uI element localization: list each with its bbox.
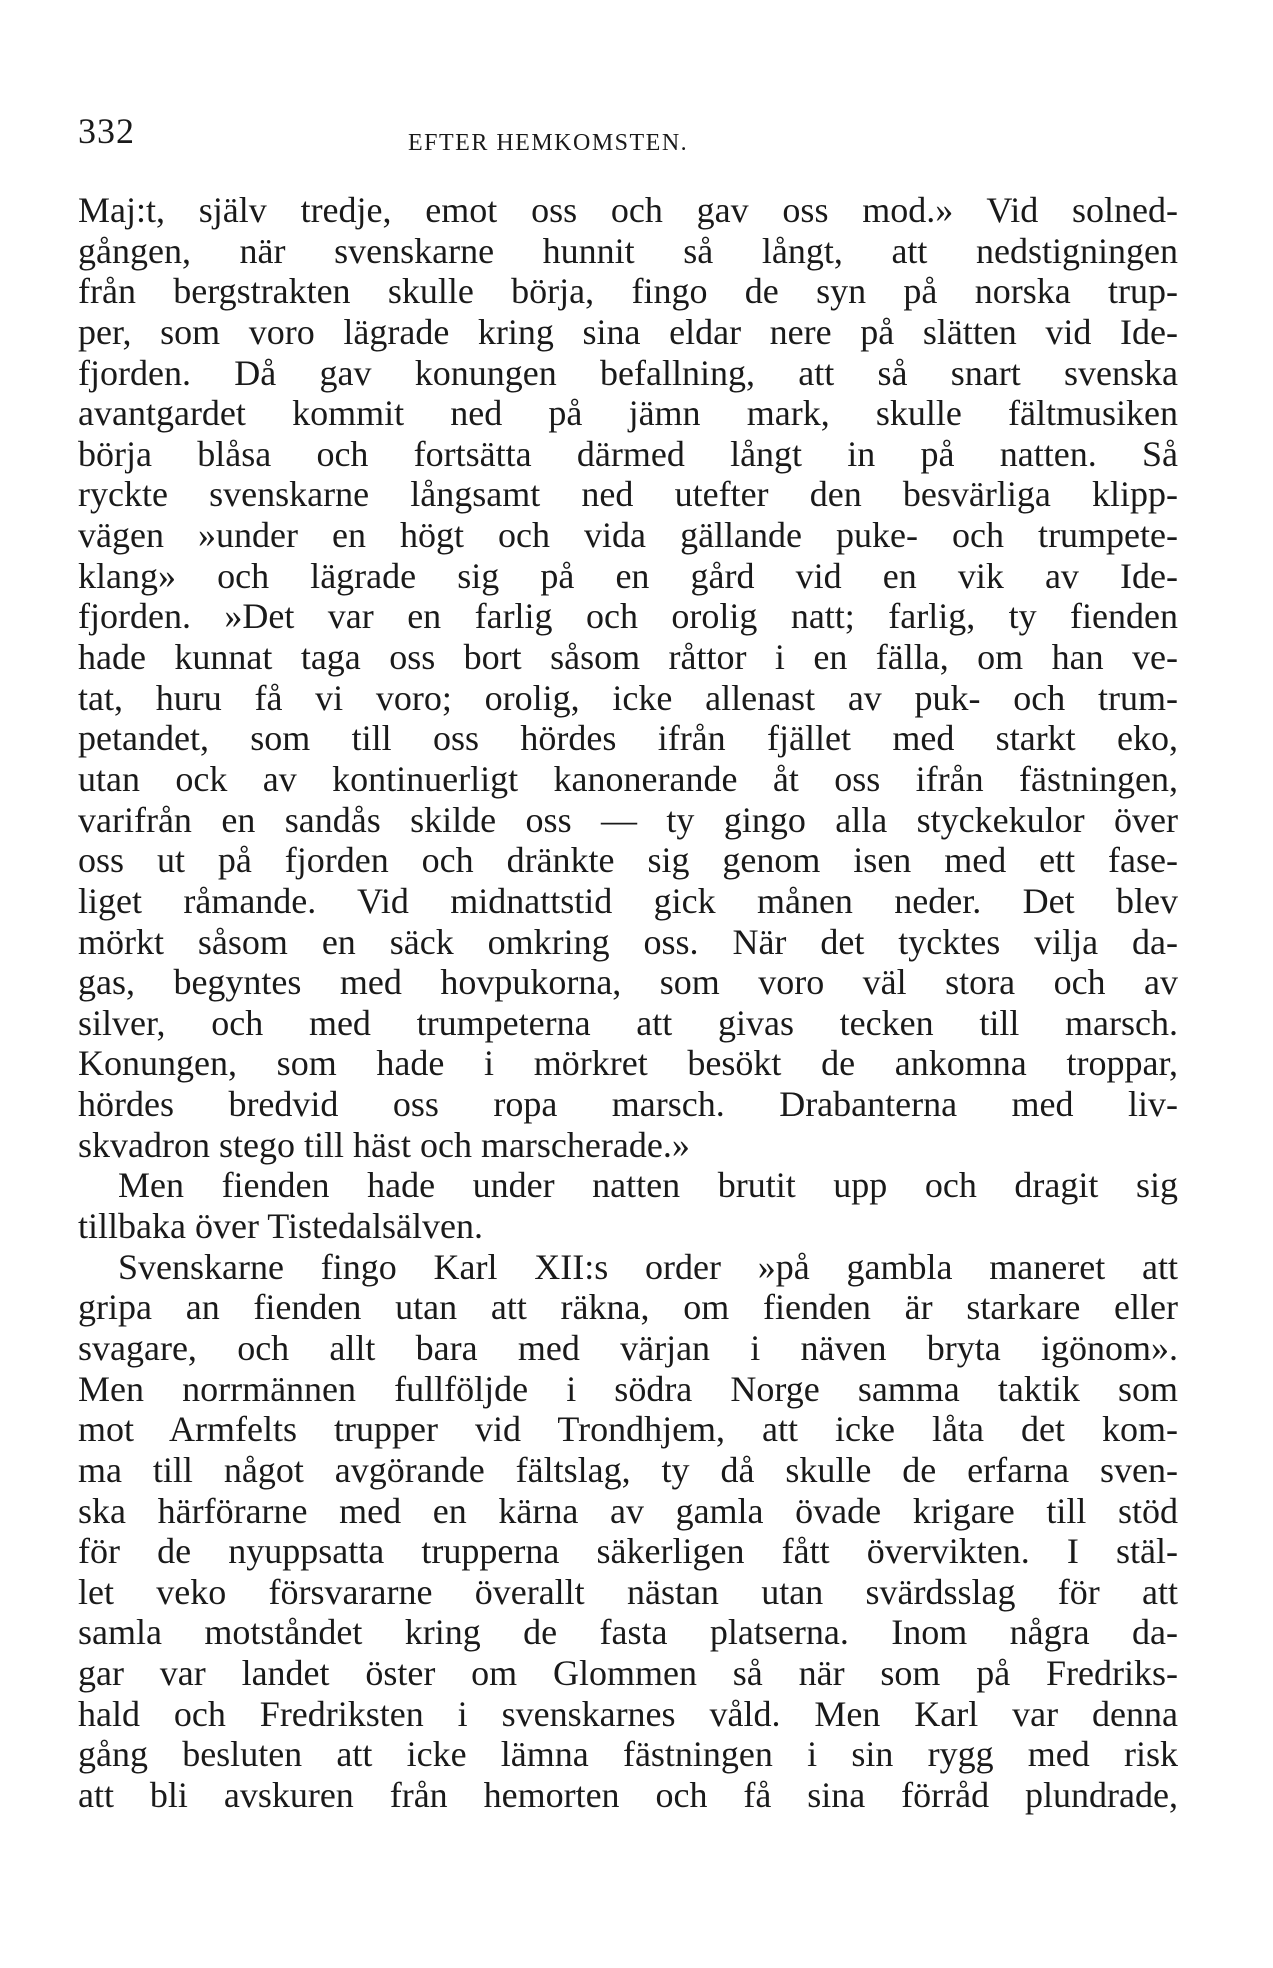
text-line: fjorden. Då gav konungen befallning, att så snart svenska (78, 352, 1178, 393)
text-line: svagare, och allt bara med värjan i näven bryta igönom». (78, 1327, 1178, 1368)
text-line: ska härförarne med en kärna av gamla övade krigare till stöd (78, 1490, 1178, 1531)
text-line: tillbaka över Tistedalsälven. (78, 1206, 483, 1247)
text-line: börja blåsa och fortsätta därmed långt in på natten. Så (78, 433, 1178, 474)
text-line: varifrån en sandås skilde oss — ty gingo alla styckekulor över (78, 799, 1178, 840)
text-line: för de nyuppsatta trupperna säkerligen fått övervikten. I stäl- (78, 1531, 1178, 1572)
text-line: från bergstrakten skulle börja, fingo de syn på norska trup- (78, 271, 1178, 312)
text-line: silver, och med trumpeterna att givas tecken till marsch. (78, 1002, 1178, 1043)
text-line: utan ock av kontinuerligt kanonerande åt oss ifrån fästningen, (78, 758, 1178, 799)
text-line: ryckte svenskarne långsamt ned utefter den besvärliga klipp- (78, 474, 1178, 515)
text-line: hade kunnat taga oss bort såsom råttor i en fälla, om han ve- (78, 637, 1178, 678)
text-line: fjorden. »Det var en farlig och orolig natt; farlig, ty fienden (78, 596, 1178, 637)
text-line: Svenskarne fingo Karl XII:s order »på gambla maneret att (118, 1246, 1178, 1287)
text-line: gar var landet öster om Glommen så när som på Fredriks- (78, 1653, 1178, 1694)
page-number: 332 (78, 111, 135, 151)
text-line: samla motståndet kring de fasta platserna. Inom några da- (78, 1612, 1178, 1653)
text-line: petandet, som till oss hördes ifrån fjället med starkt eko, (78, 718, 1178, 759)
text-line: ma till något avgörande fältslag, ty då skulle de erfarna sven- (78, 1449, 1178, 1490)
text-line: Maj:t, själv tredje, emot oss och gav oss mod.» Vid solned- (78, 190, 1178, 230)
text-line: hald och Fredriksten i svenskarnes våld. Men Karl var denna (78, 1693, 1178, 1734)
text-line: hördes bredvid oss ropa marsch. Drabanterna med liv- (78, 1084, 1178, 1125)
text-line: gripa an fienden utan att räkna, om fienden är starkare eller (78, 1287, 1178, 1328)
text-line: gas, begyntes med hovpukorna, som voro väl stora och av (78, 962, 1178, 1003)
body-text (78, 190, 1178, 1816)
text-line: att bli avskuren från hemorten och få sina förråd plundrade, (78, 1774, 1178, 1815)
text-line: Konungen, som hade i mörkret besökt de ankomna troppar, (78, 1043, 1178, 1084)
running-head: EFTER HEMKOMSTEN. (408, 130, 689, 156)
text-line: tat, huru få vi voro; orolig, icke allenast av puk- och trum- (78, 677, 1178, 718)
text-line: klang» och lägrade sig på en gård vid en vik av Ide- (78, 555, 1178, 596)
text-line: avantgardet kommit ned på jämn mark, skulle fältmusiken (78, 393, 1178, 434)
text-line: oss ut på fjorden och dränkte sig genom isen med ett fase- (78, 840, 1178, 881)
text-line: let veko försvararne överallt nästan utan svärdsslag för att (78, 1571, 1178, 1612)
text-line: skvadron stego till häst och marscherade.» (78, 1124, 690, 1165)
page-header (78, 110, 1188, 154)
text-line: gången, när svenskarne hunnit så långt, att nedstigningen (78, 230, 1178, 271)
text-line: Men norrmännen fullföljde i södra Norge samma taktik som (78, 1368, 1178, 1409)
text-line: gång besluten att icke lämna fästningen i sin rygg med risk (78, 1734, 1178, 1775)
text-line: Men fienden hade under natten brutit upp och dragit sig (118, 1165, 1178, 1206)
text-line: liget råmande. Vid midnattstid gick månen neder. Det blev (78, 880, 1178, 921)
text-line: mot Armfelts trupper vid Trondhjem, att icke låta det kom- (78, 1409, 1178, 1450)
text-line: mörkt såsom en säck omkring oss. När det tycktes vilja da- (78, 921, 1178, 962)
text-line: vägen »under en högt och vida gällande puke- och trumpete- (78, 515, 1178, 556)
text-line: per, som voro lägrade kring sina eldar nere på slätten vid Ide- (78, 311, 1178, 352)
